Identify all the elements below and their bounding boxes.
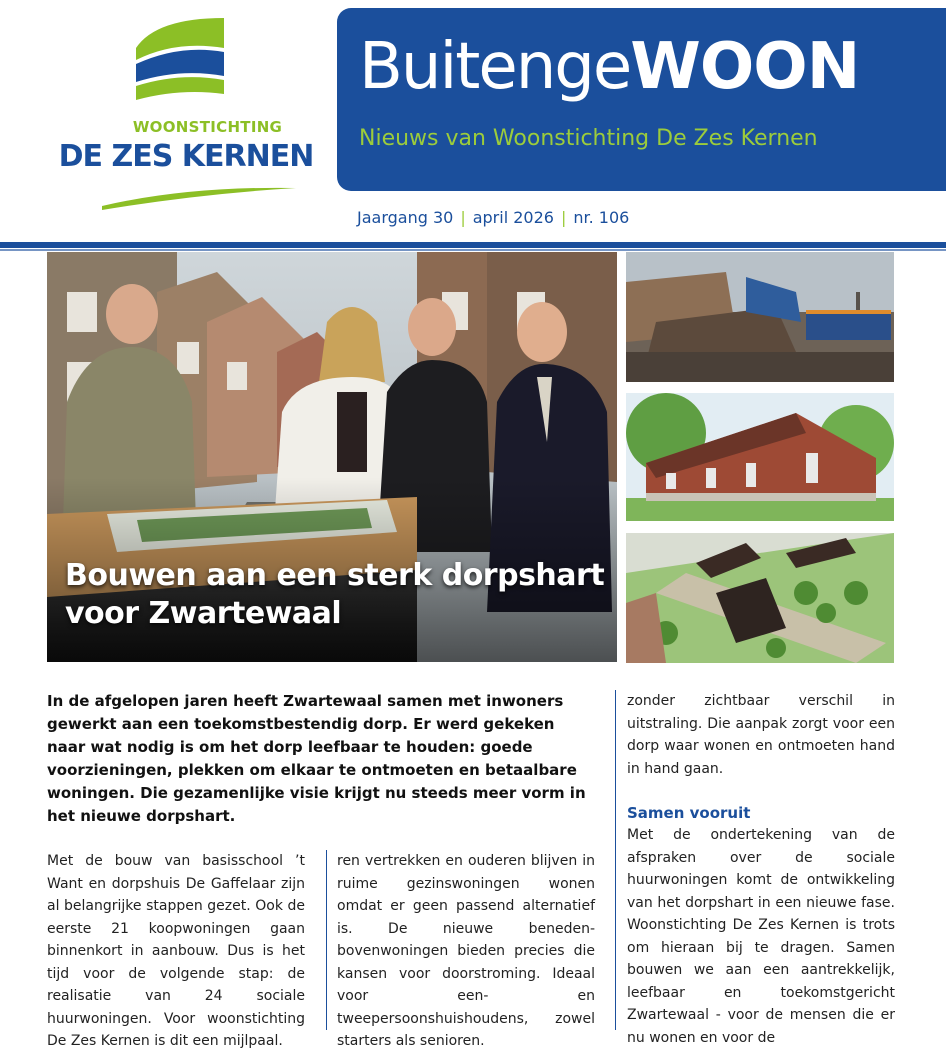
section-subheading: Samen vooruit	[627, 804, 751, 822]
demolition-site-photo	[626, 252, 894, 382]
article-headline: Bouwen aan een sterk dorpshart voor Zwartewaal	[65, 558, 605, 631]
article-paragraph: Met de ondertekening van de afspraken over de sociale huurwoningen komt de ontwikkeling van het dorpshart in een nieuwe fase. Woonstichting De Zes Kernen is trots om hieraan bij te dragen. Samen bouwen we aan een aantrekkelijk, leefbaar en toekomstgericht Zwartewaal - voor de mensen die er nu wonen en voor de	[627, 827, 895, 1046]
woonstichting-logo-mark	[136, 18, 224, 100]
newsletter-subtitle: Nieuws van Woonstichting De Zes Kernen	[359, 126, 818, 151]
masthead-banner	[337, 8, 946, 191]
issue-volume: Jaargang 30	[357, 208, 454, 227]
header-rule-thin	[0, 249, 946, 251]
article-paragraph: Met de bouw van basisschool ’t Want en dorpshuis De Gaffelaar zijn al belangrijke stappen gezet. Ook de eerste 21 koopwoningen gaan binnenkort in aanbouw. Dus is het tijd voor de volgende stap: de realisatie van 24 sociale huurwoningen. Voor woonstichting De Zes Kernen is dit een mijlpaal.	[47, 853, 305, 1049]
newsletter-title-light: Buitenge	[359, 30, 631, 104]
housing-render-image	[626, 393, 894, 521]
site-plan-render-image	[626, 533, 894, 663]
logo-text-woonstichting: WOONSTICHTING	[132, 118, 283, 136]
publisher-logo	[58, 18, 325, 213]
article-paragraph: zonder zichtbaar verschil in uitstraling. Die aanpak zorgt voor een dorp waar wonen en ontmoeten hand in hand gaan.	[627, 693, 895, 777]
header-rule	[0, 242, 946, 248]
issue-separator: |	[460, 208, 466, 227]
column-divider	[615, 690, 616, 1030]
issue-separator: |	[560, 208, 567, 227]
article-column-1	[47, 850, 305, 1053]
demolition-site-image	[626, 252, 894, 382]
housing-render-photo	[626, 393, 894, 521]
logo-text-de-zes-kernen: DE ZES KERNEN	[58, 139, 314, 174]
site-plan-render-photo	[626, 533, 894, 663]
hero-photo	[47, 252, 617, 662]
logo-swoosh	[98, 180, 298, 210]
article-lead: In de afgelopen jaren heeft Zwartewaal samen met inwoners gewerkt aan een toekomstbestendig dorp. Er werd gekeken naar wat nodig is om het dorp leefbaar te houden: goede voorzieningen, plekken om elkaar te ontmoeten en betaalbare woningen. Die gezamenlijke visie krijgt nu steeds meer vorm in het nieuwe dorpshart.	[47, 692, 586, 825]
newsletter-title-bold: WOON	[630, 30, 860, 104]
issue-info	[357, 208, 629, 227]
column-divider	[326, 850, 327, 1030]
issue-date: april 2026	[472, 208, 554, 227]
issue-number: nr. 106	[573, 208, 630, 227]
article-column-2	[337, 850, 595, 1053]
newsletter-title	[359, 30, 859, 104]
article-column-3	[627, 690, 895, 1049]
article-paragraph: ren vertrekken en ouderen blijven in ruime gezinswoningen wonen omdat er geen passend alternatief is. De nieuwe beneden-bovenwoningen bieden precies die kansen voor doorstroming. Ideaal voor een- en tweepersoonshuishoudens, zowel starters als senioren.	[337, 853, 595, 1049]
